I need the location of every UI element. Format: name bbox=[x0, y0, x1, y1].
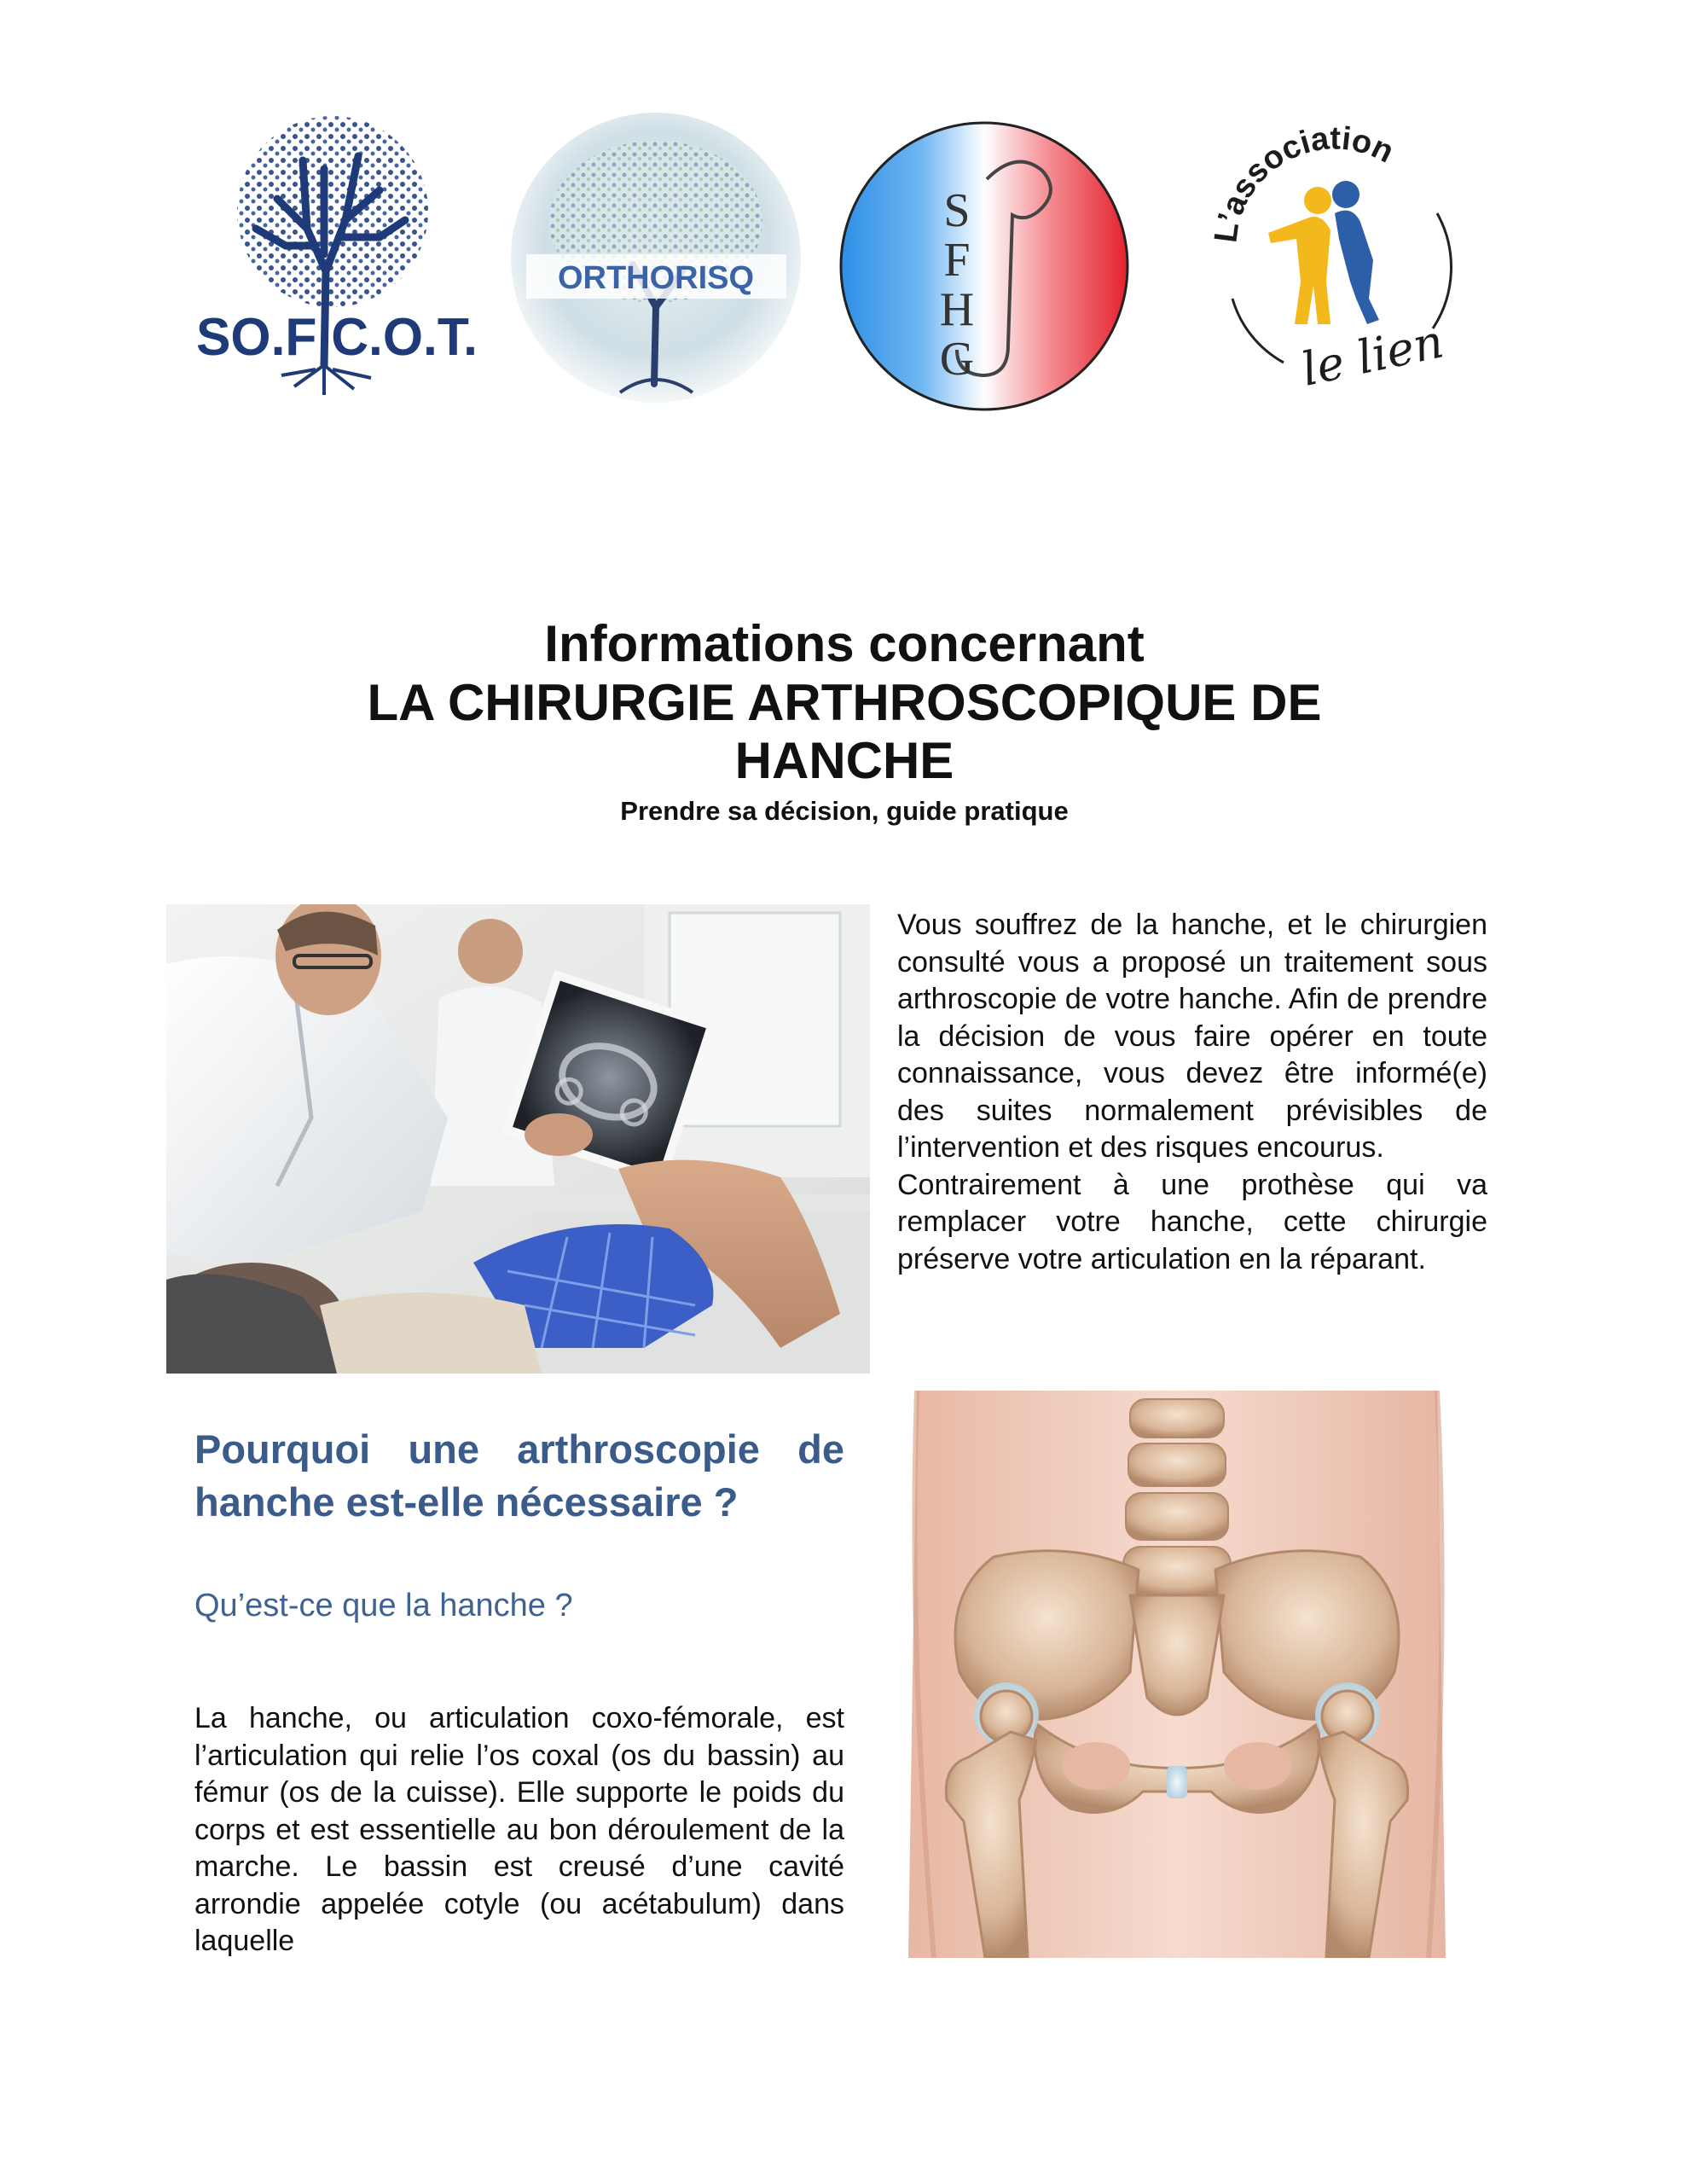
section-subheading: Qu’est-ce que la hanche ? bbox=[194, 1588, 573, 1623]
sfhg-letter-h: H bbox=[939, 283, 975, 336]
sofcot-wordmark: SO.F C.O.T. bbox=[196, 308, 478, 367]
section-heading: Pourquoi une arthroscopie de hanche est-elle nécessaire ? bbox=[194, 1426, 844, 1525]
le-lien-arc-text: L’association bbox=[1208, 120, 1400, 245]
blue-figure-icon bbox=[1332, 181, 1379, 324]
pelvis-anatomy-illustration bbox=[883, 1391, 1471, 1958]
sfhg-letter-s: S bbox=[943, 184, 971, 237]
le-lien-logo bbox=[1190, 111, 1480, 401]
orthorisq-logo bbox=[509, 111, 803, 405]
sofcot-logo bbox=[196, 109, 478, 399]
sfhg-letter-g: G bbox=[939, 333, 975, 386]
intro-paragraph-2: Contrairement à une prothèse qui va remplacer votre hanche, cette chirurgie préserve votre articulation en la réparant. bbox=[897, 1168, 1487, 1275]
sfhg-logo bbox=[838, 119, 1132, 414]
le-lien-script-text: le lien bbox=[1296, 314, 1448, 397]
doctor-consultation-photo bbox=[166, 904, 870, 1374]
section-body-text: La hanche, ou articulation coxo-fémorale, est l’articulation qui relie l’os coxal (os du bassin) au fémur (os de la cuisse). Elle supporte le poids du corps et est essentielle au bon déroulement de la marche. Le bassin est creusé d’une cavité arrondie appelée cotyle (ou acétabulum) dans laquelle bbox=[194, 1702, 844, 1957]
title-line-2: LA CHIRURGIE ARTHROSCOPIQUE DE HANCHE bbox=[367, 674, 1322, 789]
yellow-figure-icon bbox=[1268, 187, 1331, 324]
document-title-block bbox=[171, 614, 1518, 829]
title-line-1: Informations concernant bbox=[544, 615, 1145, 672]
intro-text bbox=[897, 907, 1487, 1278]
intro-paragraph-1: Vous souffrez de la hanche, et le chirurgien consulté vous a proposé un traitement sous arthroscopie de votre hanche. Afin de prendre la décision de vous faire opérer en toute connaissance, vous devez être informé(e) des suites normalement prévisibles de l’intervention et des risques encourus. bbox=[897, 909, 1487, 1164]
title-subtitle: Prendre sa décision, guide pratique bbox=[620, 796, 1069, 826]
orthorisq-wordmark: ORTHORISQ bbox=[557, 260, 755, 296]
sfhg-letter-f: F bbox=[943, 234, 971, 287]
